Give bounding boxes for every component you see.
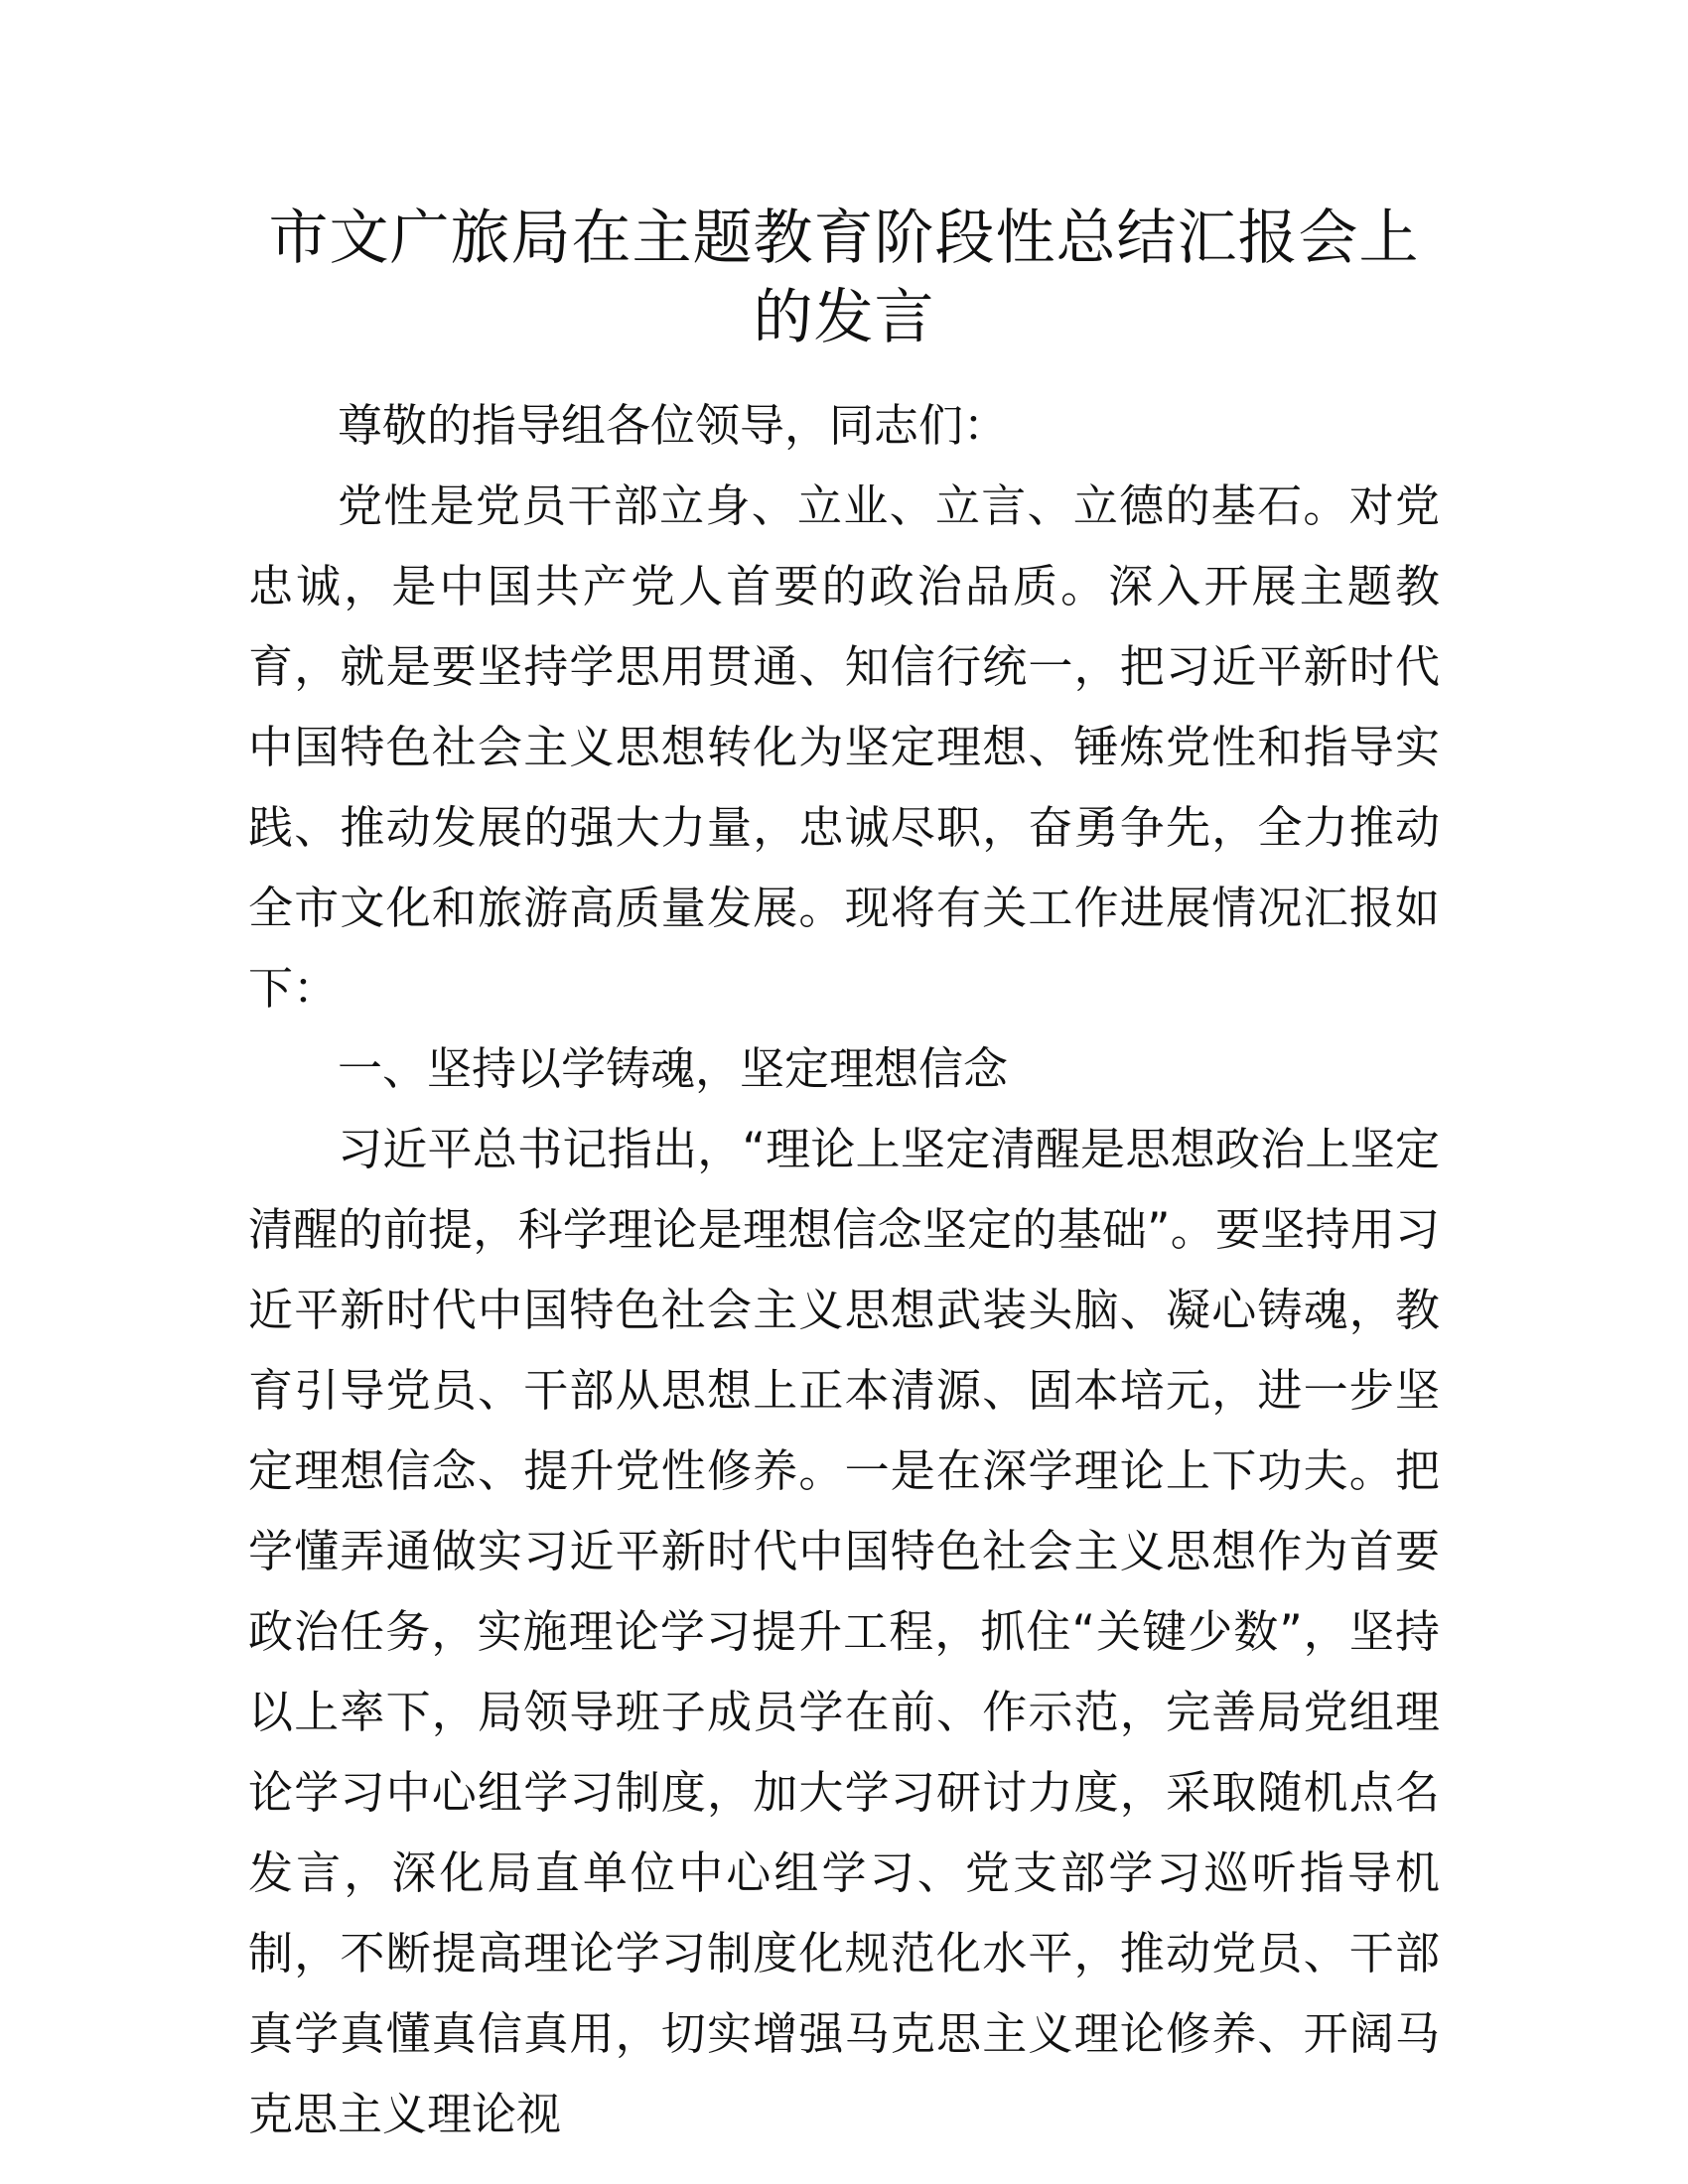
intro-paragraph: 党性是党员干部立身、立业、立言、立德的基石。对党忠诚，是中国共产党人首要的政治品质。深入开展主题教育，就是要坚持学思用贯通、知信行统一，把习近平新时代中国特色社会主义思想转化为坚定理想、锤炼党性和指导实践、推动发展的强大力量，忠诚尽职，奋勇争先，全力推动全市文化和旅游高质量发展。现将有关工作进展情况汇报如下： <box>248 479 1440 1015</box>
salutation: 尊敬的指导组各位领导，同志们： <box>338 399 1009 452</box>
document-title: 市文广旅局在主题教育阶段性总结汇报会上的发言 <box>268 204 1420 352</box>
document-body <box>248 385 1440 2154</box>
section-paragraph: 习近平总书记指出，“理论上坚定清醒是思想政治上坚定清醒的前提，科学理论是理想信念坚定的基础”。要坚持用习近平新时代中国特色社会主义思想武装头脑、凝心铸魂，教育引导党员、干部从思想上正本清源、固本培元，进一步坚定理想信念、提升党性修养。一是在深学理论上下功夫。把学懂弄通做实习近平新时代中国特色社会主义思想作为首要政治任务，实施理论学习提升工程，抓住“关键少数”，坚持以上率下，局领导班子成员学在前、作示范，完善局党组理论学习中心组学习制度，加大学习研讨力度，采取随机点名发言，深化局直单位中心组学习、党支部学习巡听指导机制，不断提高理论学习制度化规范化水平，推动党员、干部真学真懂真信真用，切实增强马克思主义理论修养、开阔马克思主义理论视 <box>248 1123 1440 2140</box>
section-heading: 一、坚持以学铸魂，坚定理想信念 <box>338 1042 1009 1095</box>
